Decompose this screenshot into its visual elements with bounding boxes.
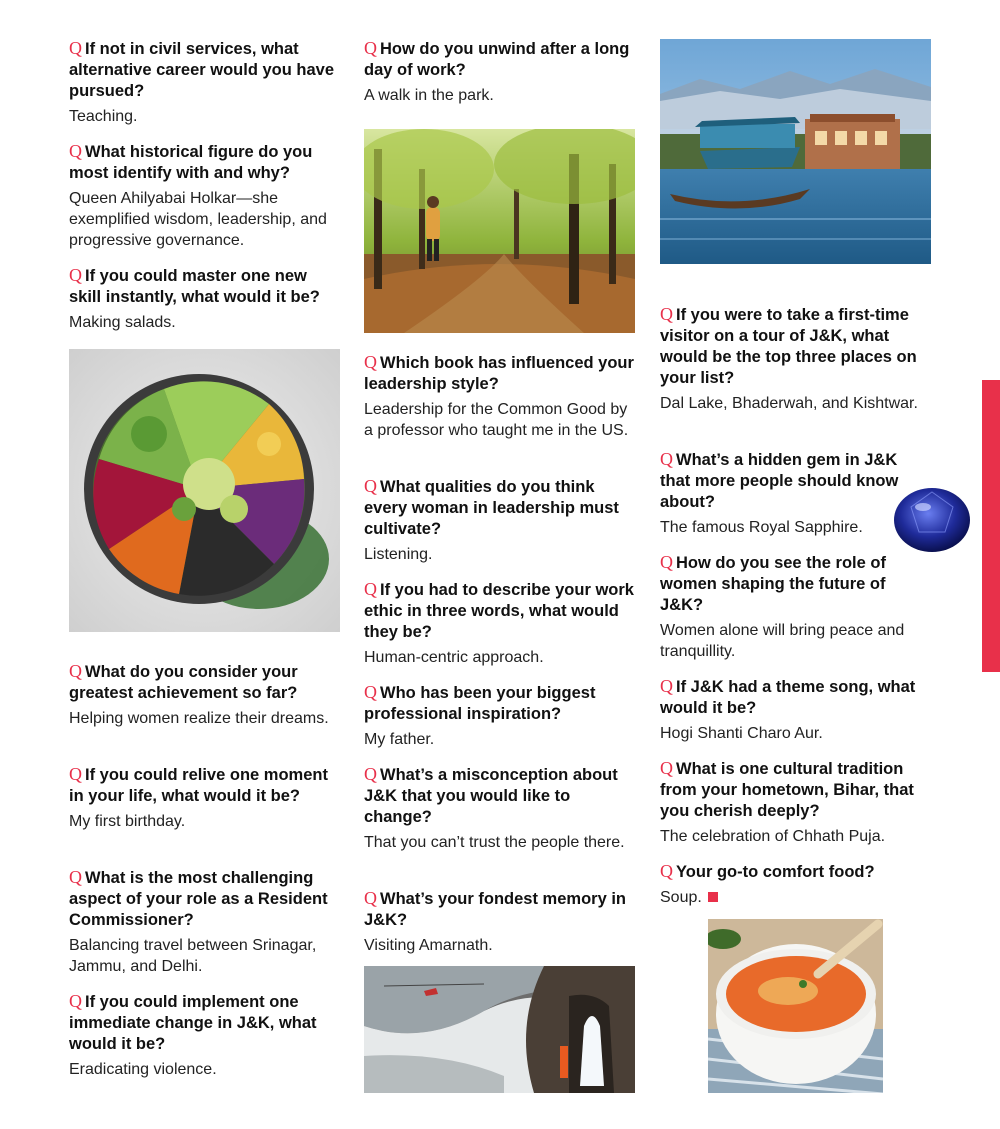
question: Q If you could implement one immediate change in J&K, what would it be? [69, 991, 317, 1053]
answer: A walk in the park. [364, 87, 494, 104]
q-marker: Q [364, 352, 377, 372]
answer: My father. [364, 731, 435, 748]
answer: Listening. [364, 546, 433, 563]
qa-item [69, 764, 341, 832]
question: Q If not in civil services, what alternative career would you have pursued? [69, 38, 335, 100]
question: Q How do you see the role of women shaping the future of J&K? [660, 552, 886, 614]
q-marker: Q [364, 476, 377, 496]
answer: Leadership for the Common Good by a professor who taught me in the US. [364, 401, 629, 439]
question: Q Your go-to comfort food? [660, 861, 875, 881]
answer: Helping women realize their dreams. [69, 710, 329, 727]
answer: The famous Royal Sapphire. [660, 519, 863, 536]
question: Q How do you unwind after a long day of work? [364, 38, 630, 79]
answer: That you can’t trust the people there. [364, 834, 625, 851]
qa-item [364, 352, 636, 441]
question: Q Which book has influenced your leadership style? [364, 352, 634, 393]
qa-item [69, 867, 341, 977]
answer: Hogi Shanti Charo Aur. [660, 725, 823, 742]
question: Q What is the most challenging aspect of your role as a Resident Commissioner? [69, 867, 328, 929]
question: Q If J&K had a theme song, what would it be? [660, 676, 916, 717]
q-marker: Q [364, 682, 377, 702]
qa-item [69, 38, 341, 127]
answer: Teaching. [69, 108, 138, 125]
answer: Soup. [660, 887, 932, 908]
answer: Visiting Amarnath. [364, 937, 493, 954]
qa-item [69, 991, 341, 1080]
q-marker: Q [69, 141, 82, 161]
salad-bowl-image [69, 349, 340, 632]
qa-item [69, 265, 341, 333]
question: Q If you were to take a first-time visitor on a tour of J&K, what would be the top three places on your list? [660, 304, 917, 387]
answer: Making salads. [69, 314, 176, 331]
answer: Dal Lake, Bhaderwah, and Kishtwar. [660, 395, 918, 412]
park-walk-image [364, 129, 635, 333]
answer: Balancing travel between Srinagar, Jammu, and Delhi. [69, 937, 317, 975]
qa-item [69, 661, 341, 729]
question: Q If you had to describe your work ethic in three words, what would they be? [364, 579, 634, 641]
qa-item [364, 38, 636, 106]
qa-item [364, 476, 636, 565]
question: Q If you could relive one moment in your life, what would it be? [69, 764, 328, 805]
qa-item [660, 449, 932, 538]
q-marker: Q [364, 579, 377, 599]
sapphire-gem-image [893, 487, 971, 553]
q-marker: Q [660, 758, 673, 778]
q-marker: Q [69, 764, 82, 784]
tomato-soup-image [708, 919, 883, 1093]
q-marker: Q [660, 676, 673, 696]
question: Q If you could master one new skill instantly, what would it be? [69, 265, 320, 306]
q-marker: Q [69, 991, 82, 1011]
q-marker: Q [69, 38, 82, 58]
answer: The celebration of Chhath Puja. [660, 828, 886, 845]
question: Q What’s a misconception about J&K that you would like to change? [364, 764, 618, 826]
answer: Human-centric approach. [364, 649, 544, 666]
question: Q What’s your fondest memory in J&K? [364, 888, 627, 929]
question: Q Who has been your biggest professional inspiration? [364, 682, 596, 723]
answer: Queen Ahilyabai Holkar—she exemplified wisdom, leadership, and progressive governance. [69, 190, 327, 249]
qa-item [364, 682, 636, 750]
question: Q What historical figure do you most identify with and why? [69, 141, 313, 182]
qa-item [660, 861, 932, 908]
amarnath-cave-image [364, 966, 635, 1093]
answer: Women alone will bring peace and tranquillity. [660, 622, 905, 660]
dal-lake-houseboat-image [660, 39, 931, 264]
q-marker: Q [69, 265, 82, 285]
q-marker: Q [660, 552, 673, 572]
q-marker: Q [69, 867, 82, 887]
question: Q What is one cultural tradition from your hometown, Bihar, that you cherish deeply? [660, 758, 914, 820]
question: Q What do you consider your greatest achievement so far? [69, 661, 298, 702]
q-marker: Q [364, 38, 377, 58]
section-tab [982, 380, 1000, 672]
question: Q What’s a hidden gem in J&K that more people should know about? [660, 449, 899, 511]
q-marker: Q [364, 888, 377, 908]
q-marker: Q [660, 449, 673, 469]
qa-item [660, 552, 932, 662]
qa-item [364, 888, 636, 956]
q-marker: Q [660, 861, 673, 881]
answer: Eradicating violence. [69, 1061, 217, 1078]
q-marker: Q [660, 304, 673, 324]
qa-item [660, 758, 932, 847]
qa-item [364, 579, 636, 668]
q-marker: Q [364, 764, 377, 784]
answer: My first birthday. [69, 813, 186, 830]
end-mark-icon [708, 892, 718, 902]
qa-item [364, 764, 636, 853]
qa-item [69, 141, 341, 251]
question: Q What qualities do you think every woman in leadership must cultivate? [364, 476, 619, 538]
qa-item [660, 676, 932, 744]
qa-item [660, 304, 932, 414]
q-marker: Q [69, 661, 82, 681]
